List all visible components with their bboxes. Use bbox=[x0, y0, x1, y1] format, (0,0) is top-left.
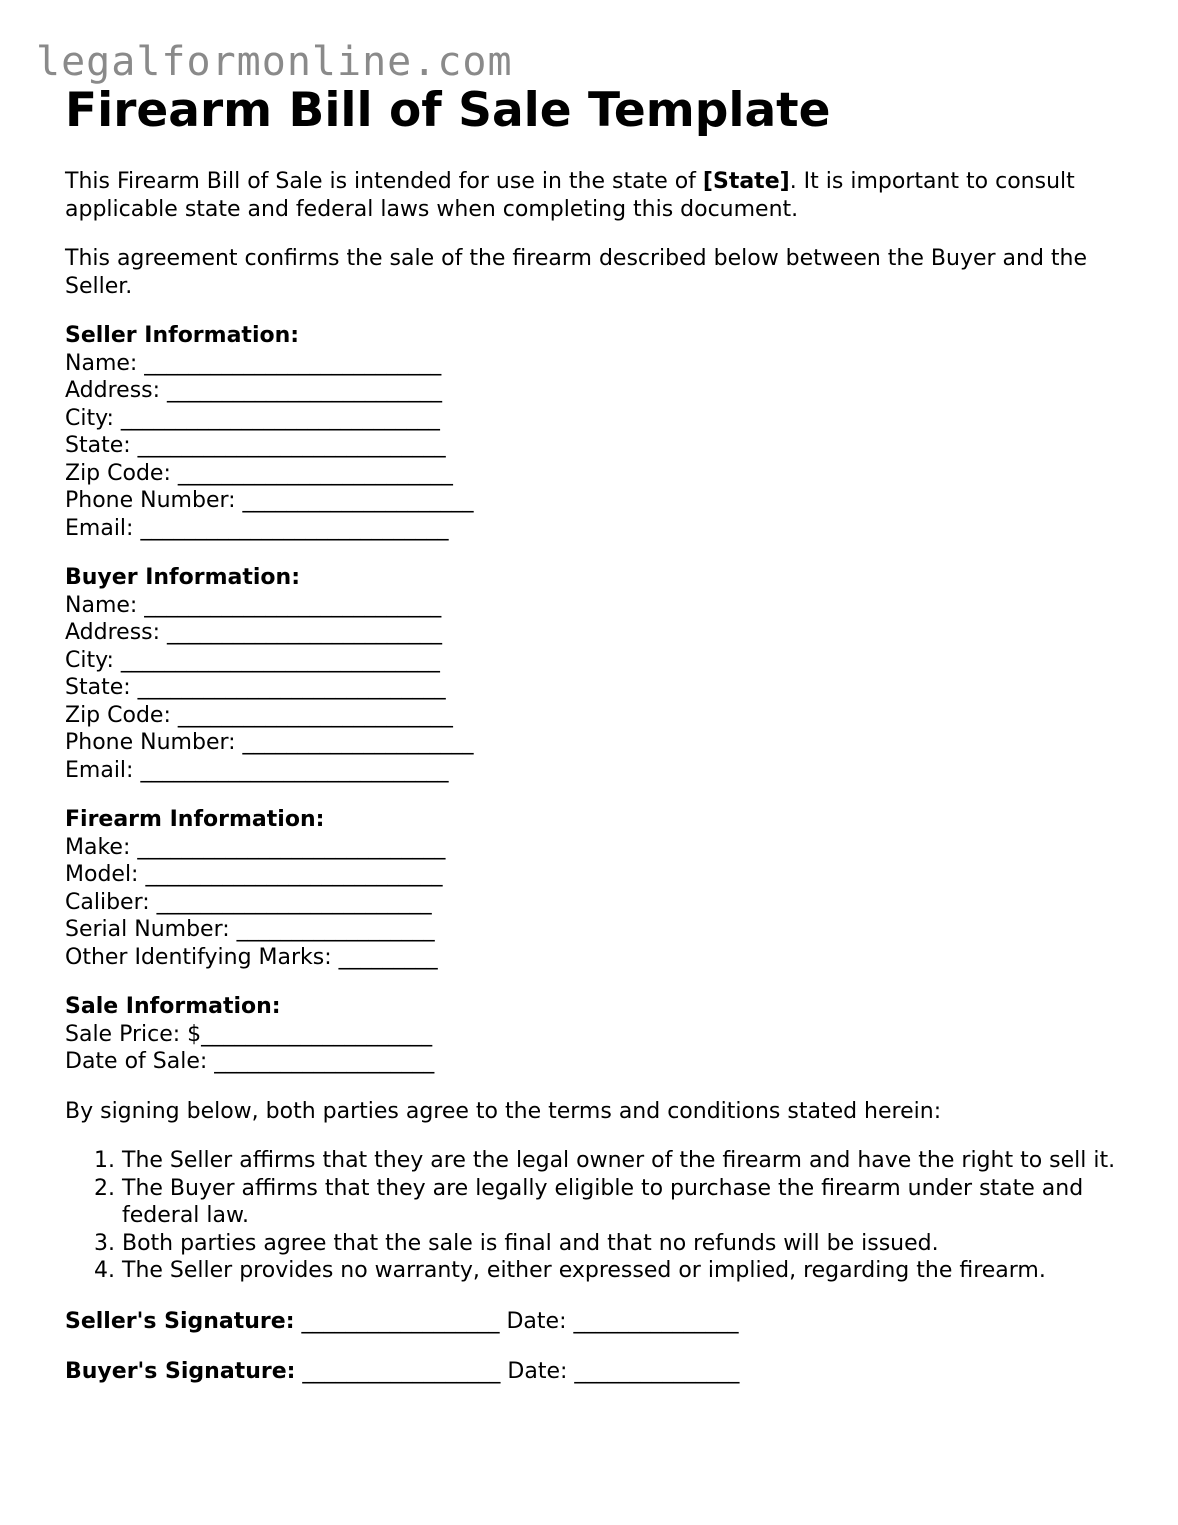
seller-signature-label: Seller's Signature: bbox=[65, 1308, 295, 1334]
buyer-information-section bbox=[65, 564, 1125, 784]
buyer-signature-row bbox=[65, 1358, 1125, 1386]
document-title: Firearm Bill of Sale Template bbox=[65, 83, 831, 138]
buyer-email-field[interactable]: Email: ____________________________ bbox=[65, 757, 449, 783]
buyer-address-field[interactable]: Address: _________________________ bbox=[65, 620, 443, 645]
buyer-information-heading: Buyer Information: bbox=[65, 565, 300, 590]
seller-phone-field[interactable]: Phone Number: _____________________ bbox=[65, 488, 474, 513]
seller-zip-field[interactable]: Zip Code: _________________________ bbox=[65, 460, 453, 486]
watermark-logo: legalformonline.com bbox=[36, 39, 513, 85]
firearm-identifying-marks-field[interactable]: Other Identifying Marks: _________ bbox=[65, 944, 438, 970]
buyer-phone-field[interactable]: Phone Number: _____________________ bbox=[65, 730, 474, 755]
firearm-model-field[interactable]: Model: ___________________________ bbox=[65, 862, 443, 887]
seller-address-field[interactable]: Address: _________________________ bbox=[65, 378, 443, 403]
buyer-state-field[interactable]: State: ____________________________ bbox=[65, 675, 446, 700]
intro-text-before: This Firearm Bill of Sale is intended for use in the state of bbox=[65, 169, 703, 194]
sale-price-field[interactable]: Sale Price: $_____________________ bbox=[65, 1021, 433, 1047]
terms-list-item: 4. The Seller provides no warranty, either expressed or implied, regarding the firearm. bbox=[122, 1257, 1122, 1285]
sale-information-section bbox=[65, 993, 1125, 1076]
terms-list bbox=[65, 1147, 1122, 1285]
document-page bbox=[65, 80, 1125, 1386]
state-placeholder: [State] bbox=[702, 169, 790, 194]
firearm-information-heading: Firearm Information: bbox=[65, 807, 325, 832]
seller-information-section bbox=[65, 322, 1125, 542]
buyer-signature-label: Buyer's Signature: bbox=[65, 1359, 296, 1384]
intro-paragraph-agreement: This agreement confirms the sale of the firearm described below between the Buyer and the Seller. bbox=[65, 246, 1088, 299]
buyer-zip-field[interactable]: Zip Code: _________________________ bbox=[65, 702, 453, 728]
terms-intro: By signing below, both parties agree to the terms and conditions stated herein: bbox=[65, 1098, 942, 1124]
terms-list-item: 2. The Buyer affirms that they are legally eligible to purchase the firearm under state and federal law. bbox=[122, 1175, 1122, 1230]
buyer-name-field[interactable]: Name: ___________________________ bbox=[65, 592, 442, 618]
intro-text-after: . It is important to consult applicable state and federal laws when completing this document. bbox=[65, 169, 1075, 222]
sale-date-field[interactable]: Date of Sale: ____________________ bbox=[65, 1049, 435, 1074]
buyer-signature-line[interactable]: __________________ Date: _______________ bbox=[295, 1359, 740, 1384]
firearm-make-field[interactable]: Make: ____________________________ bbox=[65, 834, 446, 860]
terms-list-item: 1. The Seller affirms that they are the legal owner of the firearm and have the right to sell it. bbox=[122, 1147, 1122, 1175]
seller-signature-line[interactable]: __________________ Date: _______________ bbox=[294, 1308, 739, 1334]
firearm-serial-number-field[interactable]: Serial Number: __________________ bbox=[65, 917, 435, 942]
seller-city-field[interactable]: City: _____________________________ bbox=[65, 405, 440, 431]
buyer-city-field[interactable]: City: _____________________________ bbox=[65, 647, 440, 673]
seller-email-field[interactable]: Email: ____________________________ bbox=[65, 515, 449, 541]
seller-state-field[interactable]: State: ____________________________ bbox=[65, 433, 446, 458]
seller-information-heading: Seller Information: bbox=[65, 323, 300, 348]
firearm-information-section bbox=[65, 806, 1125, 971]
seller-signature-row bbox=[65, 1308, 1125, 1336]
intro-paragraph-state bbox=[65, 168, 1125, 223]
seller-name-field[interactable]: Name: ___________________________ bbox=[65, 350, 442, 376]
sale-information-heading: Sale Information: bbox=[65, 994, 281, 1019]
terms-list-item: 3. Both parties agree that the sale is final and that no refunds will be issued. bbox=[122, 1230, 1122, 1258]
firearm-caliber-field[interactable]: Caliber: _________________________ bbox=[65, 889, 432, 915]
